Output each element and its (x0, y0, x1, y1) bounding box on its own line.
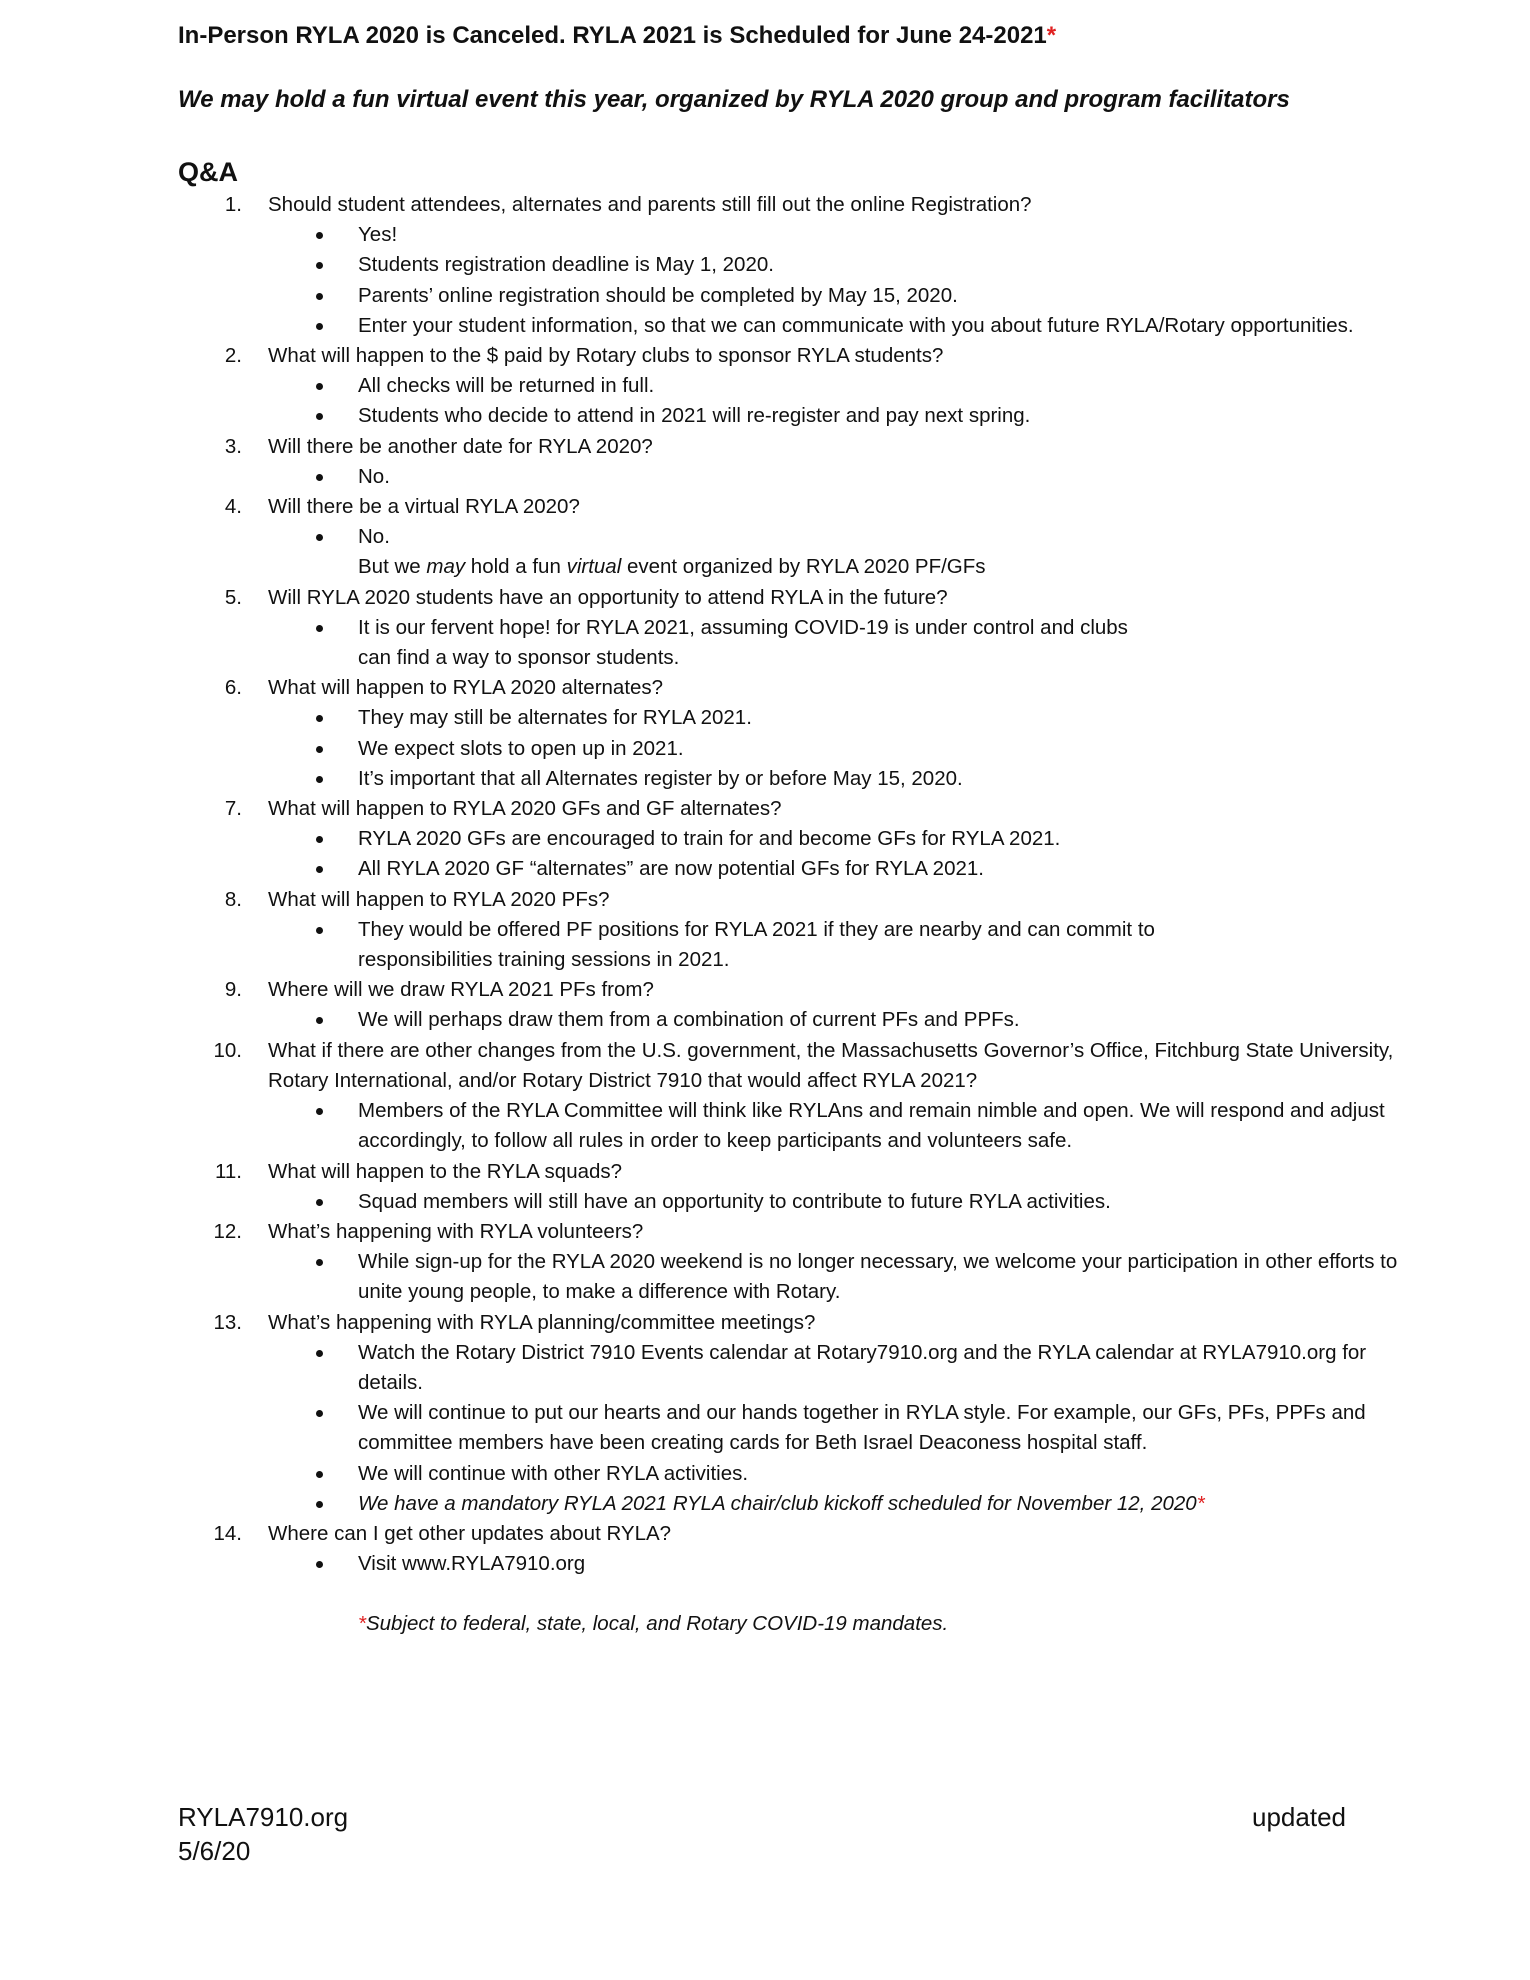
answer-text: RYLA 2020 GFs are encouraged to train for and become GFs for RYLA 2021. (358, 827, 1061, 851)
bullet-icon (316, 474, 323, 481)
question-6 (0, 673, 1530, 794)
qa-title: Q&A (178, 157, 238, 187)
answer-item (0, 522, 1530, 552)
footnote-text: Subject to federal, state, local, and Rotary COVID-19 mandates. (365, 1612, 949, 1636)
question-number: 9. (224, 978, 242, 1002)
answer-list (0, 824, 1530, 884)
answer-text: Squad members will still have an opportunity to contribute to future RYLA activities. (358, 1189, 1111, 1213)
answer-list (0, 1096, 1530, 1156)
answer-item (0, 1398, 1530, 1458)
question-number: 5. (224, 585, 242, 609)
note-emphasis: virtual (566, 555, 622, 579)
footer-site: RYLA7910.org (178, 1802, 349, 1832)
answer-text: No. (358, 525, 390, 549)
question-text: Where can I get other updates about RYLA? (268, 1521, 672, 1545)
answer-text: Watch the Rotary District 7910 Events calendar at Rotary7910.org and the RYLA calendar at RYLA7910.org for details. (358, 1340, 1367, 1394)
bullet-icon (316, 293, 323, 300)
answer-text: We expect slots to open up in 2021. (358, 736, 684, 760)
answer-list (0, 1005, 1530, 1035)
footer-left (178, 1800, 348, 1868)
question-1 (0, 190, 1530, 341)
bullet-icon (316, 413, 323, 420)
question-text: Will there be another date for RYLA 2020? (268, 434, 653, 458)
question-text: What’s happening with RYLA planning/committee meetings? (268, 1310, 816, 1334)
question-11 (0, 1157, 1530, 1217)
question-text: What will happen to RYLA 2020 GFs and GF alternates? (268, 797, 782, 821)
answer-text: We will continue with other RYLA activities. (358, 1461, 749, 1485)
bullet-icon (316, 1471, 323, 1478)
answer-item (0, 824, 1530, 854)
footnote (358, 1609, 1530, 1639)
question-number: 13. (213, 1310, 242, 1334)
bullet-icon (316, 1108, 323, 1115)
answer-text: All RYLA 2020 GF “alternates” are now potential GFs for RYLA 2021. (358, 857, 984, 881)
bullet-icon (316, 1561, 323, 1568)
question-8 (0, 885, 1530, 976)
question-number: 4. (224, 495, 242, 519)
question-text: What’s happening with RYLA volunteers? (268, 1219, 644, 1243)
answer-text: Members of the RYLA Committee will think like RYLAns and remain nimble and open. We will respond and adjust accordingly, to follow all rules in order to keep participants and volunteers safe. (358, 1099, 1385, 1153)
bullet-icon (316, 1501, 323, 1508)
question-2 (0, 341, 1530, 432)
answer-item (0, 1489, 1530, 1519)
virtual-event-note (358, 552, 1398, 582)
answer-item (0, 281, 1530, 311)
question-number: 8. (224, 887, 242, 911)
question-text: What will happen to RYLA 2020 alternates? (268, 676, 664, 700)
answer-list (0, 613, 1530, 673)
question-text: What will happen to RYLA 2020 PFs? (268, 887, 610, 911)
answer-item (0, 1005, 1530, 1035)
note-text: But we (358, 555, 427, 579)
answer-text: Students who decide to attend in 2021 will re-register and pay next spring. (358, 404, 1031, 428)
answer-list (0, 915, 1530, 975)
answer-item (0, 401, 1530, 431)
answer-text: Visit www.RYLA7910.org (358, 1552, 586, 1576)
bullet-icon (316, 323, 323, 330)
question-number: 12. (213, 1219, 242, 1243)
bullet-icon (316, 1017, 323, 1024)
bullet-icon (316, 836, 323, 843)
answer-text: Enter your student information, so that we can communicate with you about future RYLA/Rotary opportunities. (358, 313, 1354, 337)
question-text: Will there be a virtual RYLA 2020? (268, 495, 580, 519)
answer-text: We have a mandatory RYLA 2021 RYLA chair/club kickoff scheduled for November 12, 2020 (358, 1491, 1197, 1515)
note-text: event organized by RYLA 2020 PF/GFs (621, 555, 986, 579)
answer-item (0, 250, 1530, 280)
question-number: 2. (224, 344, 242, 368)
question-10 (0, 1036, 1530, 1157)
question-number: 1. (224, 193, 242, 216)
bullet-icon (316, 1199, 323, 1206)
answer-list (0, 1549, 1530, 1579)
answer-list (0, 371, 1530, 431)
answer-item (0, 1338, 1530, 1398)
answer-list (0, 1187, 1530, 1217)
bullet-icon (316, 715, 323, 722)
headline-text: In-Person RYLA 2020 is Canceled. RYLA 2021 is Scheduled for June 24-2021 (178, 22, 1047, 49)
footnote-asterisk: * (358, 1612, 366, 1636)
question-7 (0, 794, 1530, 885)
answer-text: They would be offered PF positions for RYLA 2021 if they are nearby and can commit to responsibilities training sessions in 2021. (358, 917, 1155, 972)
footer-updated: updated (1252, 1802, 1346, 1832)
bullet-icon (316, 383, 323, 390)
answer-item (0, 1187, 1530, 1217)
answer-item (0, 854, 1530, 884)
bullet-icon (316, 625, 323, 632)
bullet-icon (316, 866, 323, 873)
question-text: What will happen to the RYLA squads? (268, 1159, 623, 1183)
answer-item (0, 1459, 1530, 1489)
headline-asterisk: * (1046, 22, 1057, 49)
bullet-icon (316, 927, 323, 934)
answer-text: All checks will be returned in full. (358, 374, 655, 398)
question-text: Should student attendees, alternates and parents still fill out the online Registration? (268, 193, 1032, 216)
question-number: 6. (224, 676, 242, 700)
answer-list (0, 522, 1530, 552)
answer-text: Parents’ online registration should be completed by May 15, 2020. (358, 283, 958, 307)
answer-list (0, 703, 1530, 794)
question-9 (0, 975, 1530, 1035)
answer-text: We will perhaps draw them from a combination of current PFs and PPFs. (358, 1008, 1020, 1032)
bullet-icon (316, 534, 323, 541)
bullet-icon (316, 1350, 323, 1357)
answer-item (0, 462, 1530, 492)
answer-item (0, 734, 1530, 764)
answer-item (0, 220, 1530, 250)
question-number: 7. (224, 797, 242, 821)
answer-item (0, 311, 1530, 341)
answer-text: No. (358, 464, 390, 488)
question-text: Will RYLA 2020 students have an opportunity to attend RYLA in the future? (268, 585, 948, 609)
answer-item (0, 613, 1530, 673)
question-number: 10. (213, 1038, 242, 1062)
answer-item (0, 703, 1530, 733)
answer-text: They may still be alternates for RYLA 2021. (358, 706, 752, 730)
question-3 (0, 432, 1530, 492)
answer-text: It is our fervent hope! for RYLA 2021, assuming COVID-19 is under control and clubs can find a way to sponsor students. (358, 615, 1128, 670)
answer-item (0, 371, 1530, 401)
question-13 (0, 1308, 1530, 1519)
answer-text: Yes! (358, 223, 398, 247)
question-number: 11. (215, 1159, 242, 1183)
question-number: 14. (213, 1521, 242, 1545)
question-text: What will happen to the $ paid by Rotary clubs to sponsor RYLA students? (268, 344, 944, 368)
kickoff-asterisk: * (1196, 1491, 1205, 1515)
question-5 (0, 583, 1530, 674)
footer-date: 5/6/20 (178, 1836, 251, 1866)
bullet-icon (316, 776, 323, 783)
answer-item (0, 1096, 1530, 1156)
question-14 (0, 1519, 1530, 1640)
headline (178, 22, 1056, 50)
question-text: Where will we draw RYLA 2021 PFs from? (268, 978, 654, 1002)
answer-item (0, 915, 1530, 975)
bullet-icon (316, 1259, 323, 1266)
answer-list (0, 462, 1530, 492)
bullet-icon (316, 262, 323, 269)
bullet-icon (316, 746, 323, 753)
answer-text: We will continue to put our hearts and our hands together in RYLA style. For example, our GFs, PFs, PPFs and committee members have been creating cards for Beth Israel Deaconess hospital staff. (358, 1401, 1366, 1455)
question-12 (0, 1217, 1530, 1308)
question-4 (0, 492, 1530, 583)
answer-list (0, 1338, 1530, 1519)
answer-list (0, 220, 1530, 341)
qa-list (0, 190, 1530, 1640)
answer-item (0, 1247, 1530, 1307)
subheadline: We may hold a fun virtual event this year, organized by RYLA 2020 group and program facilitators (178, 86, 1290, 113)
answer-text: Students registration deadline is May 1, 2020. (358, 253, 774, 277)
answer-item (0, 1549, 1530, 1579)
kickoff-answer (358, 1489, 1398, 1519)
bullet-icon (316, 1410, 323, 1417)
note-emphasis: may (426, 555, 466, 579)
answer-text: It’s important that all Alternates register by or before May 15, 2020. (358, 766, 963, 790)
answer-text: While sign-up for the RYLA 2020 weekend is no longer necessary, we welcome your participation in other efforts to unite young people, to make a difference with Rotary. (358, 1250, 1398, 1304)
note-text: hold a fun (465, 555, 567, 579)
question-text: What if there are other changes from the U.S. government, the Massachusetts Governor’s Office, Fitchburg State University, Rotary International, and/or Rotary District 7910 that would affect RYLA 2021? (268, 1038, 1394, 1092)
answer-list (0, 1247, 1530, 1307)
bullet-icon (316, 232, 323, 239)
question-number: 3. (224, 434, 242, 458)
answer-item (0, 764, 1530, 794)
